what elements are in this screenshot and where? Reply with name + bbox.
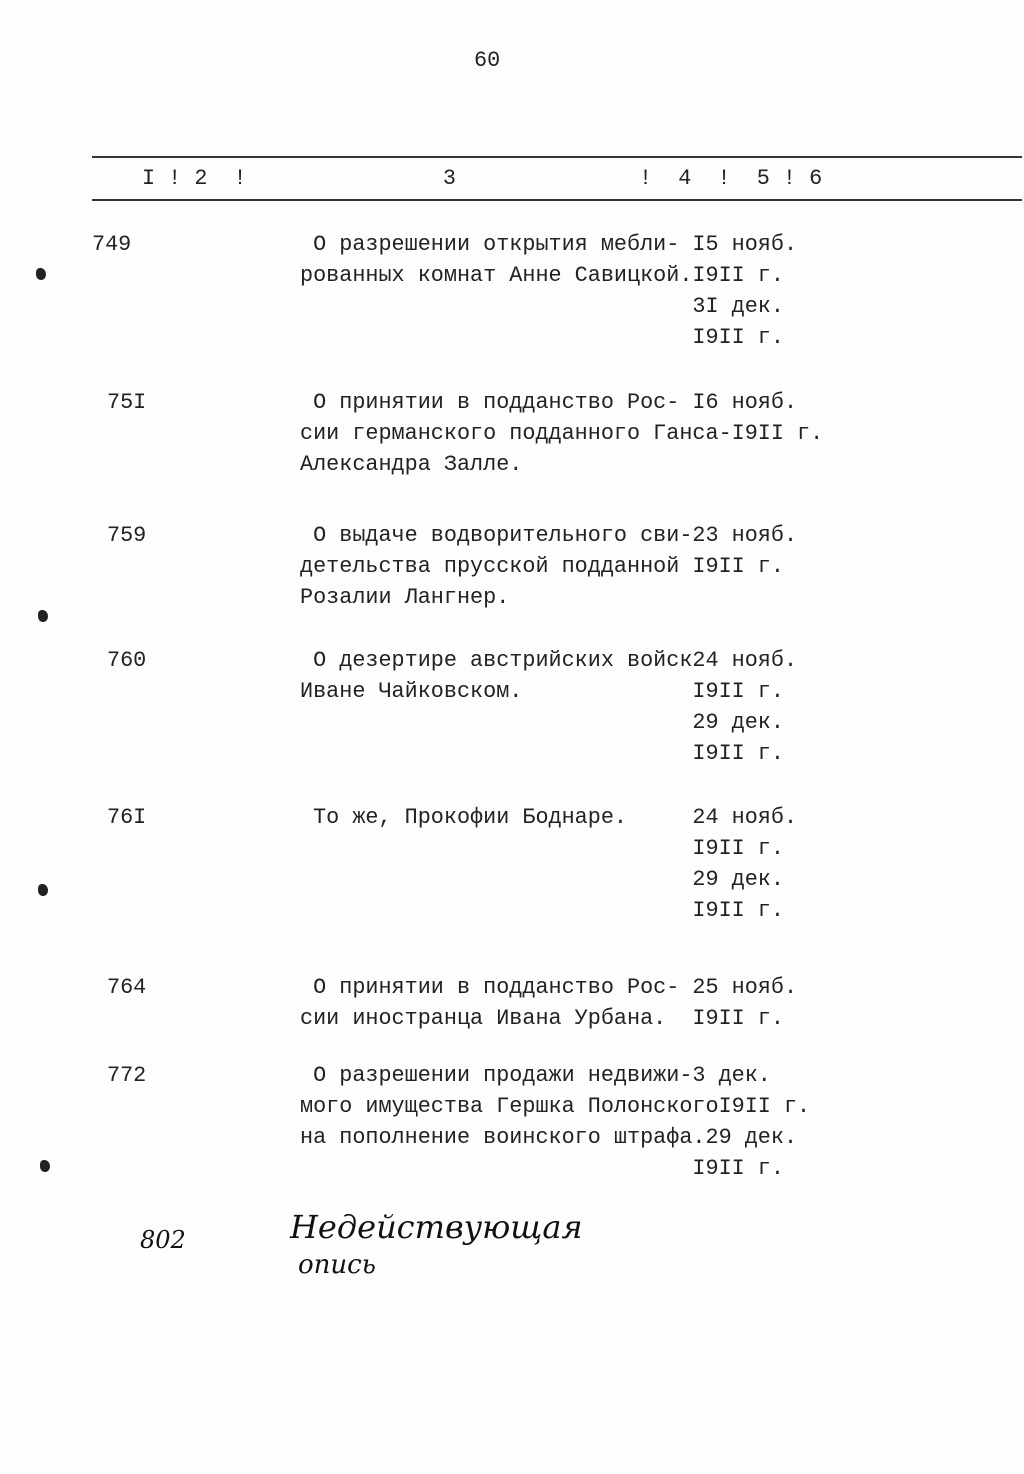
date-text: I9II г. [692, 263, 784, 288]
header-top-rule [92, 156, 1022, 158]
description-text: О принятии в подданство Рос- [313, 975, 680, 1000]
date-text: 3I дек. [692, 294, 784, 319]
header-bottom-rule [92, 199, 1022, 201]
description-text: То же, Прокофии Боднаре. [313, 805, 628, 830]
date-text: I9II г. [692, 554, 784, 579]
record-number: 749 [92, 232, 132, 257]
date-text: 3 дек. [692, 1063, 771, 1088]
date-text: 23 нояб. [692, 523, 798, 548]
record-number: 759 [107, 523, 147, 548]
page-number: 60 [474, 48, 501, 73]
date-text: I9II г. [692, 898, 784, 923]
binding-hole-mark [38, 884, 48, 896]
column-header: I ! 2 ! 3 ! 4 ! 5 ! 6 [142, 166, 823, 191]
date-text: I9II г. [731, 421, 824, 446]
date-text: I9II г. [692, 836, 784, 861]
handwritten-note-line2: опись [298, 1250, 376, 1280]
date-text: 29 дек. [705, 1125, 798, 1150]
binding-hole-mark [38, 610, 48, 622]
binding-hole-mark [36, 268, 46, 280]
handwritten-number: 802 [140, 1226, 186, 1254]
date-text: I9II г. [692, 1006, 784, 1031]
description-text: О разрешении открытия мебли- [313, 232, 680, 257]
record-number: 76I [107, 805, 147, 830]
description-text: Александра Залле. [300, 452, 523, 477]
date-text: I9II г. [692, 741, 784, 766]
date-text: 24 нояб. [692, 648, 798, 673]
date-text: I9II г. [692, 679, 784, 704]
description-text: мого имущества Гершка Полонского [300, 1094, 719, 1119]
description-text: О разрешении продажи недвижи- [313, 1063, 693, 1088]
date-text: I9II г. [692, 325, 784, 350]
date-text: I6 нояб. [692, 390, 798, 415]
description-text: рованных комнат Анне Савицкой. [300, 263, 693, 288]
description-text: на пополнение воинского штрафа. [300, 1125, 706, 1150]
record-number: 75I [107, 390, 147, 415]
description-text: О дезертире австрийских войск [313, 648, 693, 673]
description-text: детельства прусской подданной [300, 554, 680, 579]
description-text: сии германского подданного Ганса- [300, 421, 732, 446]
description-text: Розалии Лангнер. [300, 585, 510, 610]
record-number: 764 [107, 975, 147, 1000]
date-text: 29 дек. [692, 867, 784, 892]
description-text: О принятии в подданство Рос- [313, 390, 680, 415]
date-text: 24 нояб. [692, 805, 798, 830]
description-text: сии иностранца Ивана Урбана. [300, 1006, 667, 1031]
date-text: I9II г. [718, 1094, 811, 1119]
date-text: 29 дек. [692, 710, 784, 735]
record-number: 772 [107, 1063, 147, 1088]
description-text: Иване Чайковском. [300, 679, 523, 704]
handwritten-note-line1: Недействующая [290, 1208, 583, 1246]
description-text: О выдаче водворительного сви- [313, 523, 693, 548]
date-text: I5 нояб. [692, 232, 798, 257]
binding-hole-mark [40, 1160, 50, 1172]
date-text: 25 нояб. [692, 975, 798, 1000]
record-number: 760 [107, 648, 147, 673]
date-text: I9II г. [692, 1156, 784, 1181]
